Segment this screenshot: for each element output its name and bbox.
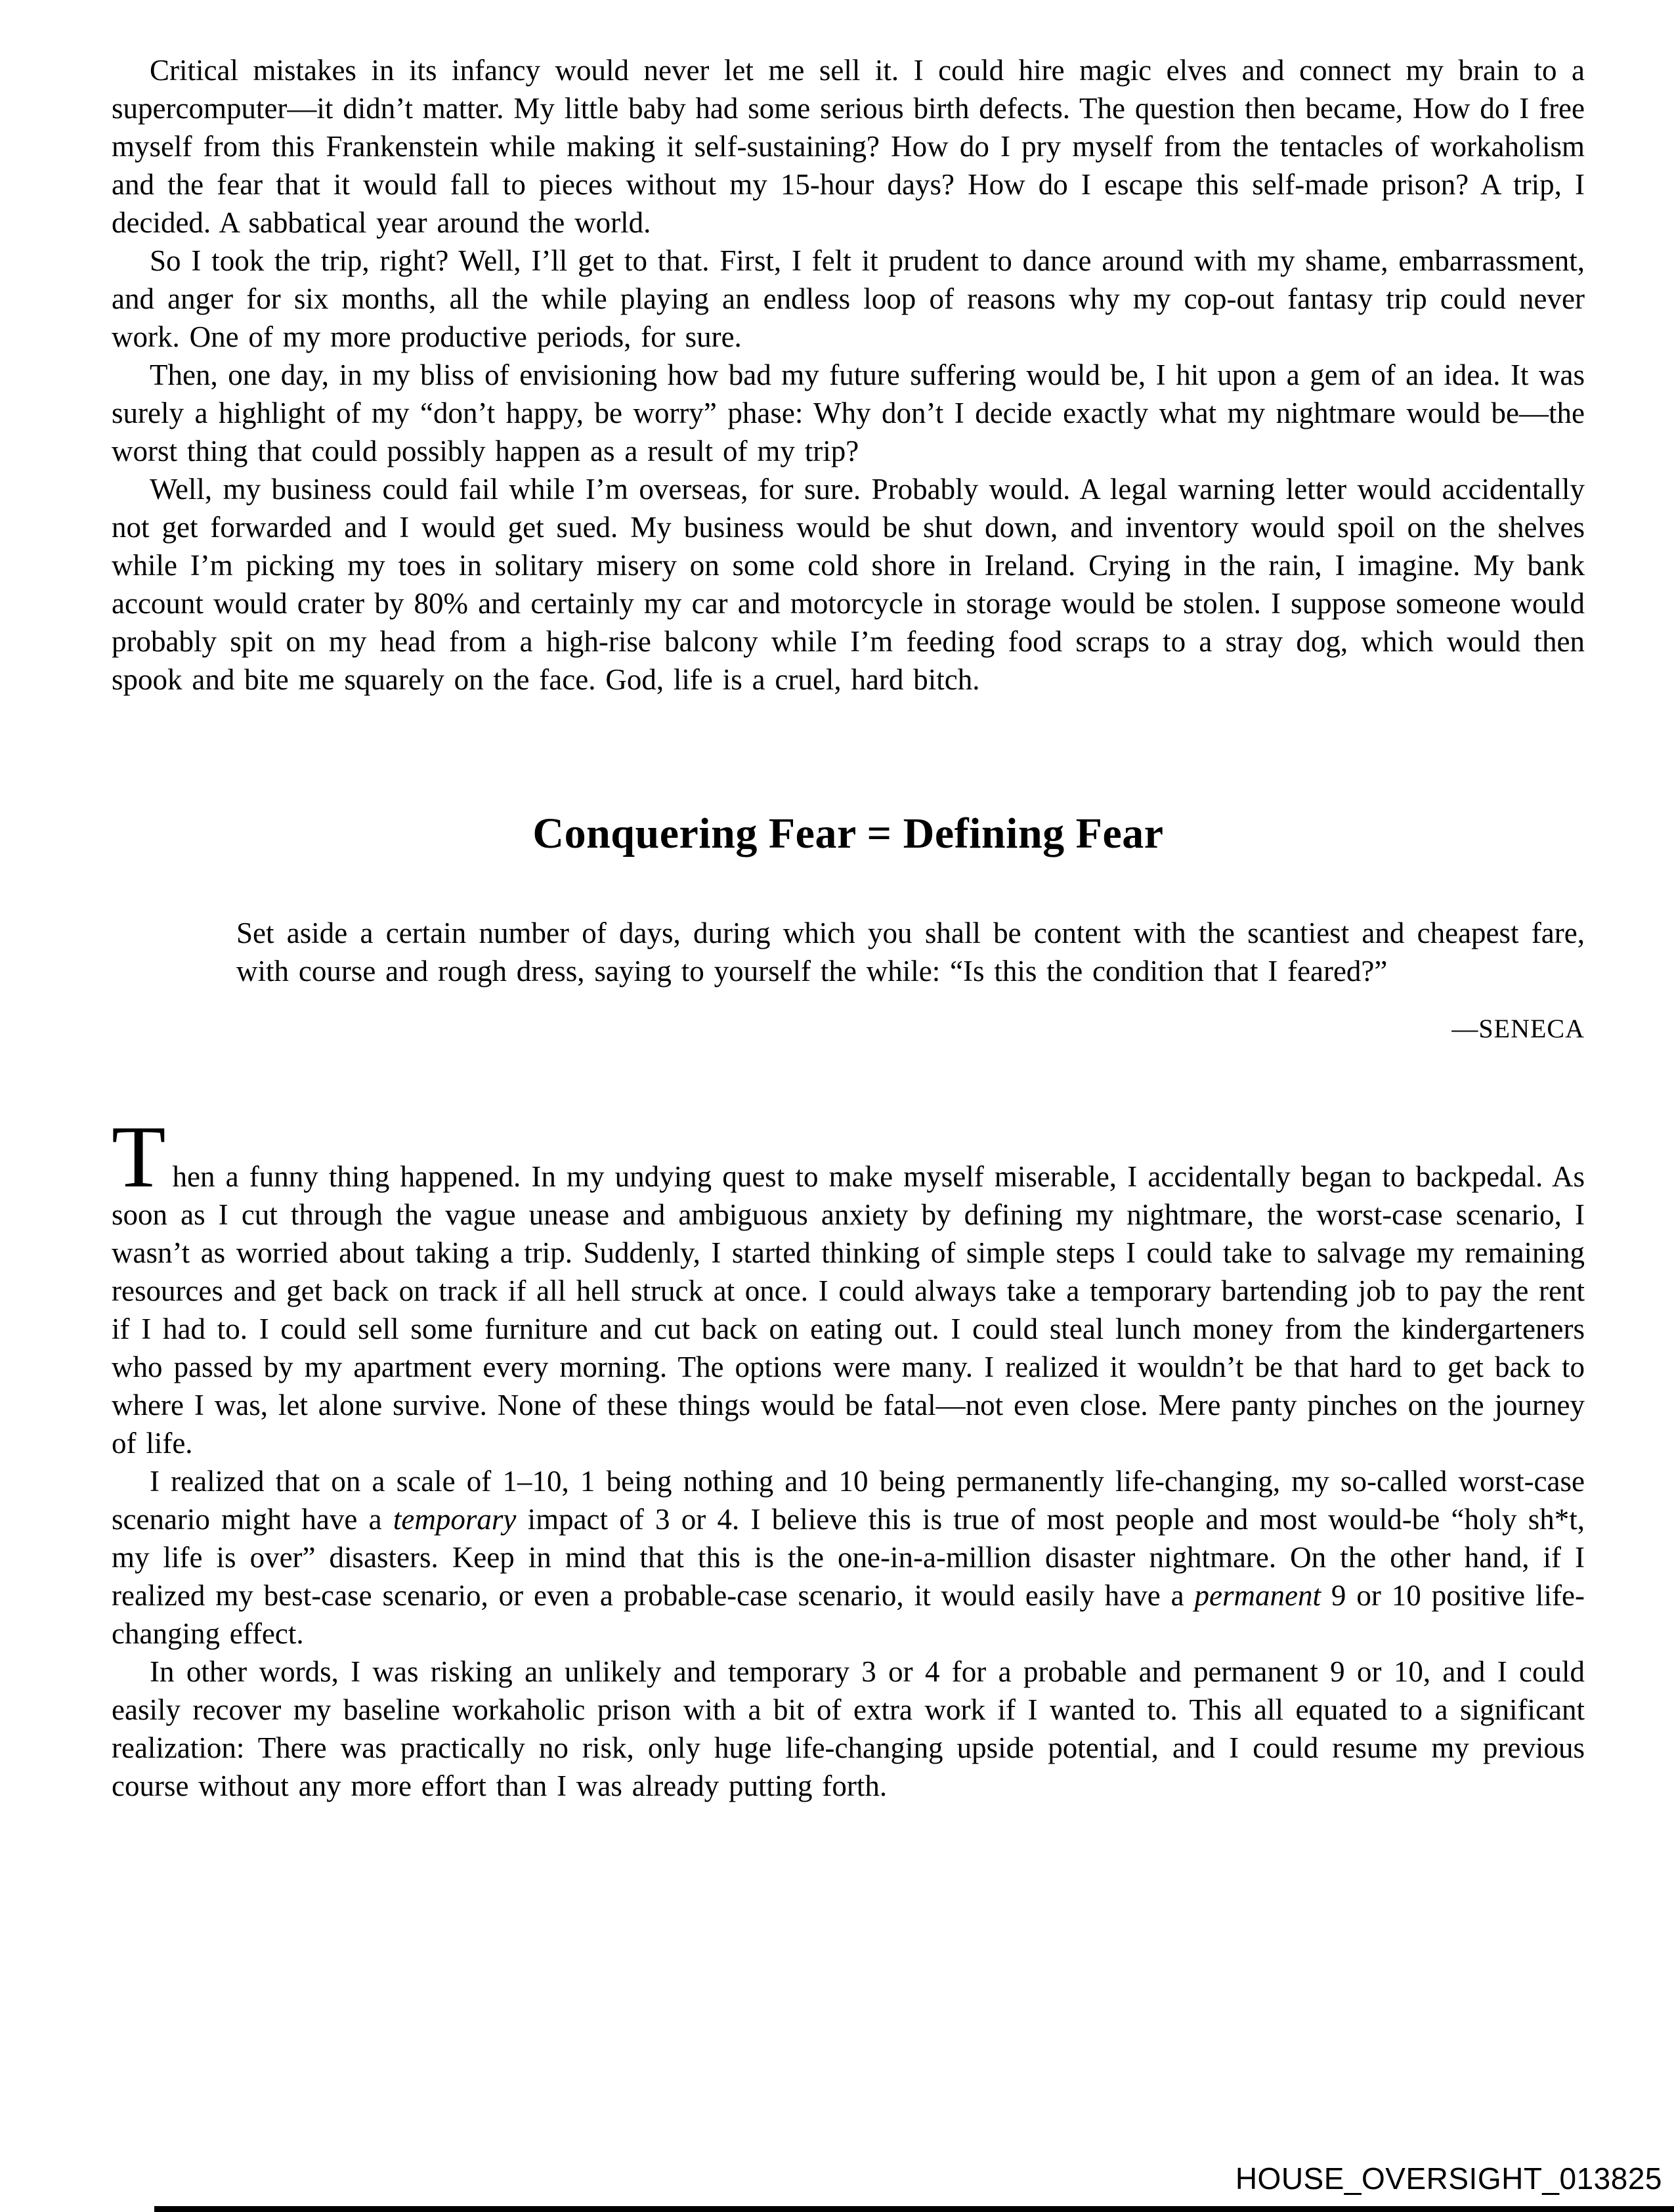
scan-edge-artifact: [154, 2206, 1674, 2212]
paragraph-scale-of-1-10: [112, 1462, 1585, 1653]
scale-italic-permanent: permanent: [1194, 1578, 1321, 1612]
section-heading: Conquering Fear = Defining Fear: [532, 810, 1164, 857]
scale-text-segment-1: I realized that on a scale of 1–10, 1 being nothing and 10 being permanently life-changing, my so-called worst-case scenario might have a: [112, 1464, 1585, 1536]
scale-italic-temporary: temporary: [393, 1502, 517, 1536]
epigraph: [236, 914, 1585, 1048]
paragraph-business-could-fail: Well, my business could fail while I’m overseas, for sure. Probably would. A legal warning letter would accidentally not get forwarded and I would get sued. My business would be shut down, and inventory would spoil on the shelves while I’m picking my toes in solitary misery on some cold shore in Ireland. Crying in the rain, I imagine. My bank account would crater by 80% and certainly my car and motorcycle in storage would be stolen. I suppose someone would probably spit on my head from a high-rise balcony while I’m feeding food scraps to a stray dog, which would then spook and bite me squarely on the face. God, life is a cruel, hard bitch.: [112, 473, 1585, 696]
dropcap-letter: T: [112, 1108, 166, 1206]
epigraph-attribution: —SENECA: [1451, 1013, 1585, 1043]
dropcap-paragraph: [112, 1108, 1585, 1462]
paragraph-took-the-trip: So I took the trip, right? Well, I’ll get to that. First, I felt it prudent to dance around with my shame, embarrassment, and anger for six months, all the while playing an endless loop of reasons why my cop-out fantasy trip could never work. One of my more productive periods, for sure.: [112, 244, 1585, 353]
dropcap-paragraph-text: hen a funny thing happened. In my undying quest to make myself miserable, I accidentally began to backpedal. As soon as I cut through the vague unease and ambiguous anxiety by defining my nightmare, the worst-case scenario, I wasn’t as worried about taking a trip. Suddenly, I started thinking of simple steps I could take to salvage my remaining resources and get back on track if all hell struck at once. I could always take a temporary bartending job to pay the rent if I had to. I could sell some furniture and cut back on eating out. I could steal lunch money from the kindergarteners who passed by my apartment every morning. The options were many. I realized it wouldn’t be that hard to get back to where I was, let alone survive. None of these things would be fatal—not even close. Mere panty pinches on the journey of life.: [112, 1160, 1585, 1460]
paragraph-in-other-words: In other words, I was risking an unlikely and temporary 3 or 4 for a probable and permanent 9 or 10, and I could easily recover my baseline workaholic prison with a bit of extra work if I wanted to. This all equated to a significant realization: There was practically no risk, only huge life-changing upside potential, and I could resume my previous course without any more effort than I was already putting forth.: [112, 1655, 1585, 1802]
scale-text-segment-2: impact of 3 or 4. I believe this is true of most people and most would-be “holy sh*t, my life is over” disasters. Keep in mind that this is the one-in-a-million disaster nightmare. On the other hand, if I realized my best-case scenario, or even a probable-case scenario, it would easily have a: [112, 1502, 1585, 1612]
scale-text-segment-3: 9 or 10 positive life-changing effect.: [112, 1578, 1585, 1650]
paragraph-critical-mistakes: Critical mistakes in its infancy would never let me sell it. I could hire magic elves and connect my brain to a supercomputer—it didn’t matter. My little baby had some serious birth defects. The question then became, How do I free myself from this Frankenstein while making it self-sustaining? How do I pry myself from the tentacles of workaholism and the fear that it would fall to pieces without my 15-hour days? How do I escape this self-made prison? A trip, I decided. A sabbatical year around the world.: [112, 54, 1585, 239]
epigraph-text: Set aside a certain number of days, during which you shall be content with the scantiest and cheapest fare, with course and rough dress, saying to yourself the while: “Is this the condition that I feared?”: [236, 916, 1585, 987]
bates-number-watermark: HOUSE_OVERSIGHT_013825: [1235, 2161, 1662, 2196]
paragraph-one-day-bliss: Then, one day, in my bliss of envisioning how bad my future suffering would be, I hit upon a gem of an idea. It was surely a highlight of my “don’t happy, be worry” phase: Why don’t I decide exactly what my nightmare would be—the worst thing that could possibly happen as a result of my trip?: [112, 358, 1585, 467]
